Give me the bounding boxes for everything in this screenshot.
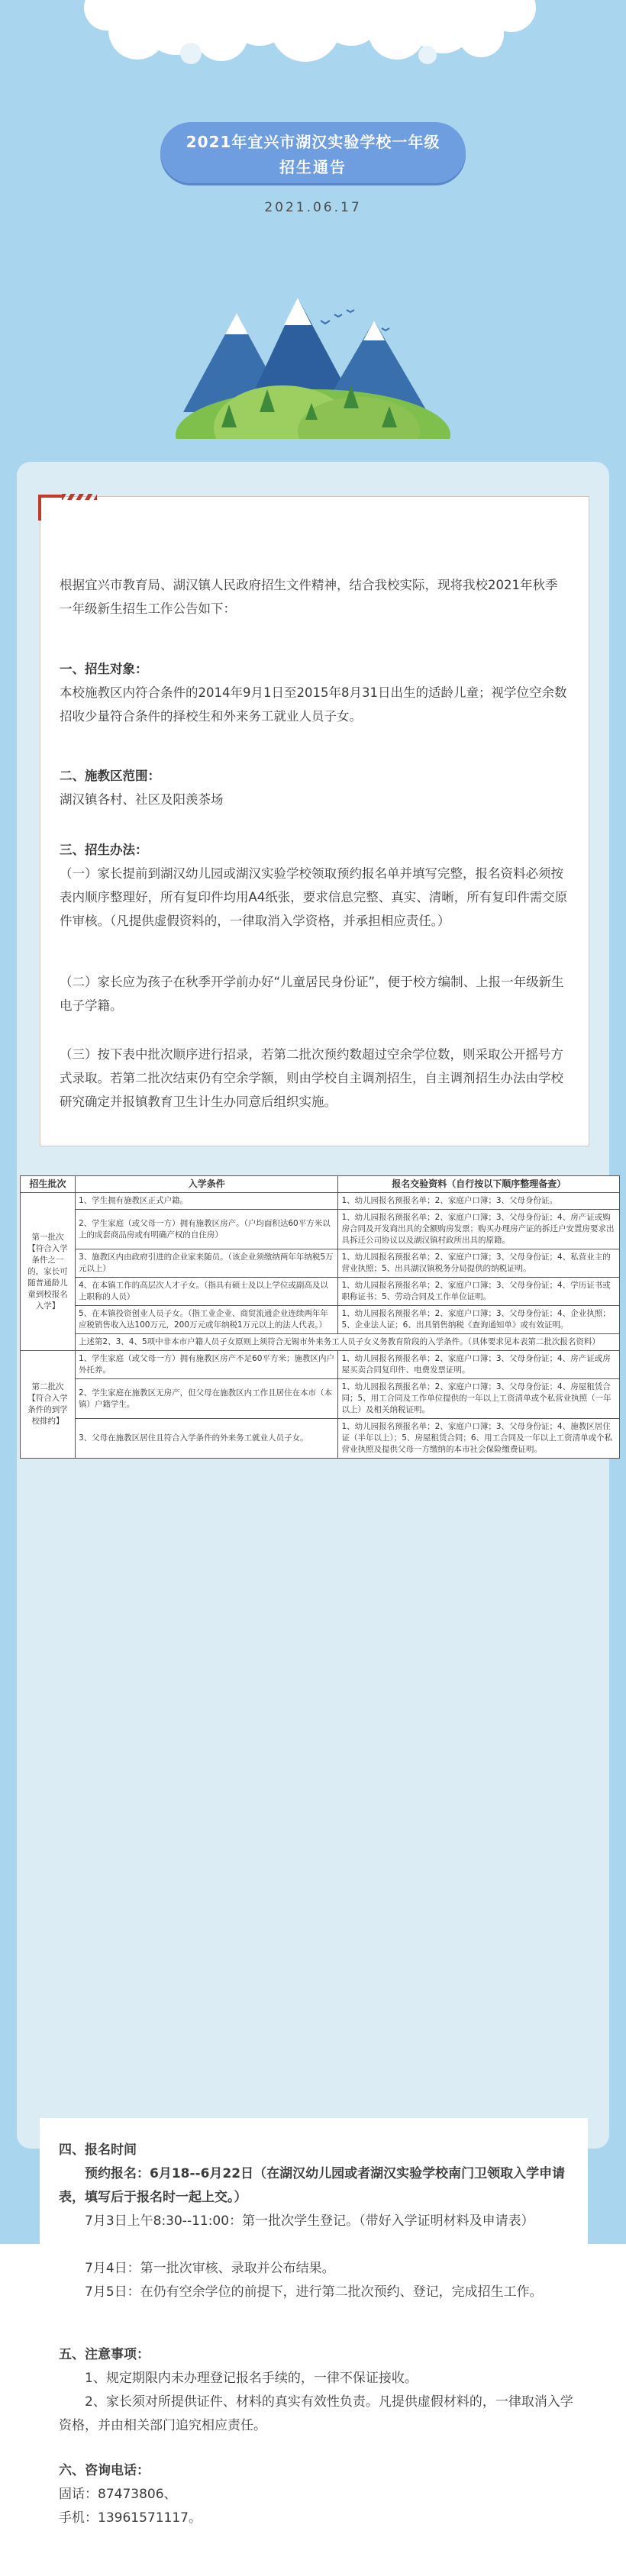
batch1-docs-2: 1、幼儿园报名预报名单；2、家庭户口簿；3、父母身份证；4、房产证或购房合同及开发商出具的全额购房发票；购买办理房产证的拆迁户安置房要求出具拆迁公司协议以及湖汉镇村政所出具的原籍。 xyxy=(338,1210,620,1249)
section4-heading: 四、报名时间 xyxy=(59,2142,137,2158)
header-documents: 报名交验资料（自行按以下顺序整理备查） xyxy=(338,1176,620,1193)
section1-body: 本校施教区内符合条件的2014年9月1日至2015年8月31日出生的适龄儿童；视学位空余数招收少量符合条件的择校生和外来务工就业人员子女。 xyxy=(60,685,567,724)
batch2-cond-1: 1、学生家庭（或父母一方）拥有施教区房产不足60平方米；施教区内户外托养。 xyxy=(75,1351,338,1379)
stripe-accent xyxy=(62,494,97,500)
phone-fixed: 固话：87473806、 xyxy=(59,2487,177,2502)
section4-line3: 7月5日：在仍有空余学位的前提下，进行第二批次预约、登记，完成招生工作。 xyxy=(85,2284,543,2300)
text-panel xyxy=(40,496,589,1146)
corner-accent xyxy=(38,495,64,521)
section3-p3: （三）按下表中批次顺序进行招录，若第二批次预约数超过空余学位数，则采取公开摇号方式录取。若第二批次结束仍有空余学额，则由学校自主调剂招生，自主调剂招生办法由学校研究确定并报镇教育卫生计生办同意后组织实施。 xyxy=(60,1047,563,1109)
section2-body: 湖汉镇各村、社区及阳羡茶场 xyxy=(60,792,224,807)
table-row xyxy=(21,1351,620,1379)
batch1-cond-5: 5、在本镇投资创业人员子女。（指工业企业、商贸流通企业连续两年年应税销售收入达100万元，200万元或年纳税1万元以上的法人代表。） xyxy=(75,1306,338,1334)
section4-line1: 7月3日上午8:30--11:00：第一批次学生登记。（带好入学证明材料及申请表） xyxy=(85,2213,534,2229)
section2-heading: 二、施教区范围： xyxy=(60,769,160,783)
table-row xyxy=(21,1419,620,1459)
batch1-note: 上述第2、3、4、5项中非本市户籍人员子女原则上须符合无锡市外来务工人员子女义务教育阶段的入学条件。（具体要求见本表第二批次报名资料） xyxy=(75,1334,619,1351)
table-row xyxy=(21,1249,620,1278)
batch1-docs-1: 1、幼儿园报名预报名单；2、家庭户口簿；3、父母身份证。 xyxy=(338,1193,620,1210)
batch2-cond-3: 3、父母在施教区居住且符合入学条件的外来务工就业人员子女。 xyxy=(75,1419,338,1459)
batch2-label: 第二批次【符合入学条件的到学校排约】 xyxy=(21,1351,76,1459)
table-row xyxy=(21,1278,620,1306)
batch2-docs-3: 1、幼儿园报名预报名单；2、家庭户口簿；3、父母身份证；4、施教区居住证（半年以上）；5、房屋租赁合同；6、用工合同及一年以上工资清单或个私营业执照及提供父母一方缴纳的本市社会保险缴费证明。 xyxy=(338,1419,620,1459)
batch1-docs-5: 1、幼儿园报名预报名单；2、家庭户口簿；3、父母身份证；4、企业执照；5、企业法人证；6、出具销售纳税《查询通知单》或有效证明。 xyxy=(338,1306,620,1334)
batch1-cond-2: 2、学生家庭（或父母一方）拥有施教区房产。（户均面积达60平方米以上的成套商品房或有明确产权的自住房） xyxy=(75,1210,338,1249)
table-row xyxy=(21,1193,620,1210)
table-row xyxy=(21,1210,620,1249)
cloud-decoration xyxy=(0,0,626,84)
title-banner xyxy=(160,122,466,183)
batch2-cond-2: 2、学生家庭在施教区无房产，但父母在施教区内工作且居住在本市（本镇）户籍学生。 xyxy=(75,1379,338,1419)
header-batch: 招生批次 xyxy=(21,1176,76,1193)
section3-p1: （一）家长提前到湖汉幼儿园或湖汉实验学校领取预约报名单并填写完整，报名资料必须按表内顺序整理好，所有复印件均用A4纸张，要求信息完整、真实、清晰，所有复印件需交原件审核。（凡提供虚假资料的，一律取消入学资格，并承担相应责任。） xyxy=(60,866,568,928)
table-row xyxy=(21,1306,620,1334)
batch1-cond-1: 1、学生拥有施教区正式户籍。 xyxy=(75,1193,338,1210)
title-line-1: 2021年宜兴市湖汉实验学校一年级 xyxy=(186,133,440,151)
batch2-docs-1: 1、幼儿园报名预报名单；2、家庭户口簿；3、父母身份证；4、房产证或房屋买卖合同复印件、电费发票证明。 xyxy=(338,1351,620,1379)
section3-heading: 三、招生办法： xyxy=(60,843,148,857)
section5-line2: 2、家长须对所提供证件、材料的真实有效性负责。凡提供虚假材料的，一律取消入学资格，并由相关部门追究相应责任。 xyxy=(59,2394,573,2433)
batch1-docs-4: 1、幼儿园报名预报名单；2、家庭户口簿；3、父母身份证；4、学历证书或职称证书；5、劳动合同及工作单位证明。 xyxy=(338,1278,620,1306)
section5-line1: 1、规定期限内未办理登记报名手续的，一律不保证接收。 xyxy=(85,2371,418,2386)
table-header-row xyxy=(21,1176,620,1193)
section1-heading: 一、招生对象： xyxy=(60,662,148,676)
header-condition: 入学条件 xyxy=(75,1176,338,1193)
batch1-cond-4: 4、在本镇工作的高层次人才子女。（指具有硕士及以上学位或副高及以上职称的人员） xyxy=(75,1278,338,1306)
phone-mobile: 手机：13961571117。 xyxy=(59,2510,202,2526)
title-line-2: 招生通告 xyxy=(279,158,347,176)
batch1-label: 第一批次【符合入学条件之一的，家长可随普通龄儿童到校报名入学】 xyxy=(21,1193,76,1351)
table-row xyxy=(21,1379,620,1419)
section3-p2: （二）家长应为孩子在秋季开学前办好“儿童居民身份证”，便于校方编制、上报一年级新生电子学籍。 xyxy=(60,975,564,1013)
batch2-docs-2: 1、幼儿园报名预报名单；2、家庭户口簿；3、父母身份证；4、房屋租赁合同；5、用工合同及工作单位提供的一年以上工资清单或个私营业执照（一年以上）及相关纳税证明。 xyxy=(338,1379,620,1419)
publish-date: 2021.06.17 xyxy=(264,200,362,215)
mountain-illustration xyxy=(153,275,473,458)
section5-heading: 五、注意事项： xyxy=(59,2347,150,2362)
admission-table xyxy=(20,1175,620,1459)
section4-prereg: 预约报名：6月18--6月22日（在湖汉幼儿园或者湖汉实验学校南门卫领取入学申请表，填写后于报名时一起上交。） xyxy=(59,2166,566,2205)
batch1-docs-3: 1、幼儿园报名预报名单；2、家庭户口簿；3、父母身份证；4、私营业主的营业执照；5、出具湖汉镇税务分局提供的纳税证明。 xyxy=(338,1249,620,1278)
section6-heading: 六、咨询电话： xyxy=(59,2463,150,2478)
section4-line2: 7月4日：第一批次审核、录取并公布结果。 xyxy=(85,2261,335,2276)
batch1-cond-3: 3、施教区内由政府引进的企业家来随员。（该企业须缴纳两年年纳税5万元以上） xyxy=(75,1249,338,1278)
intro-text: 根据宜兴市教育局、湖汉镇人民政府招生文件精神，结合我校实际，现将我校2021年秋季一年级新生招生工作公告如下： xyxy=(60,578,558,616)
schedule-panel xyxy=(40,2118,588,2576)
table-row xyxy=(21,1334,620,1351)
